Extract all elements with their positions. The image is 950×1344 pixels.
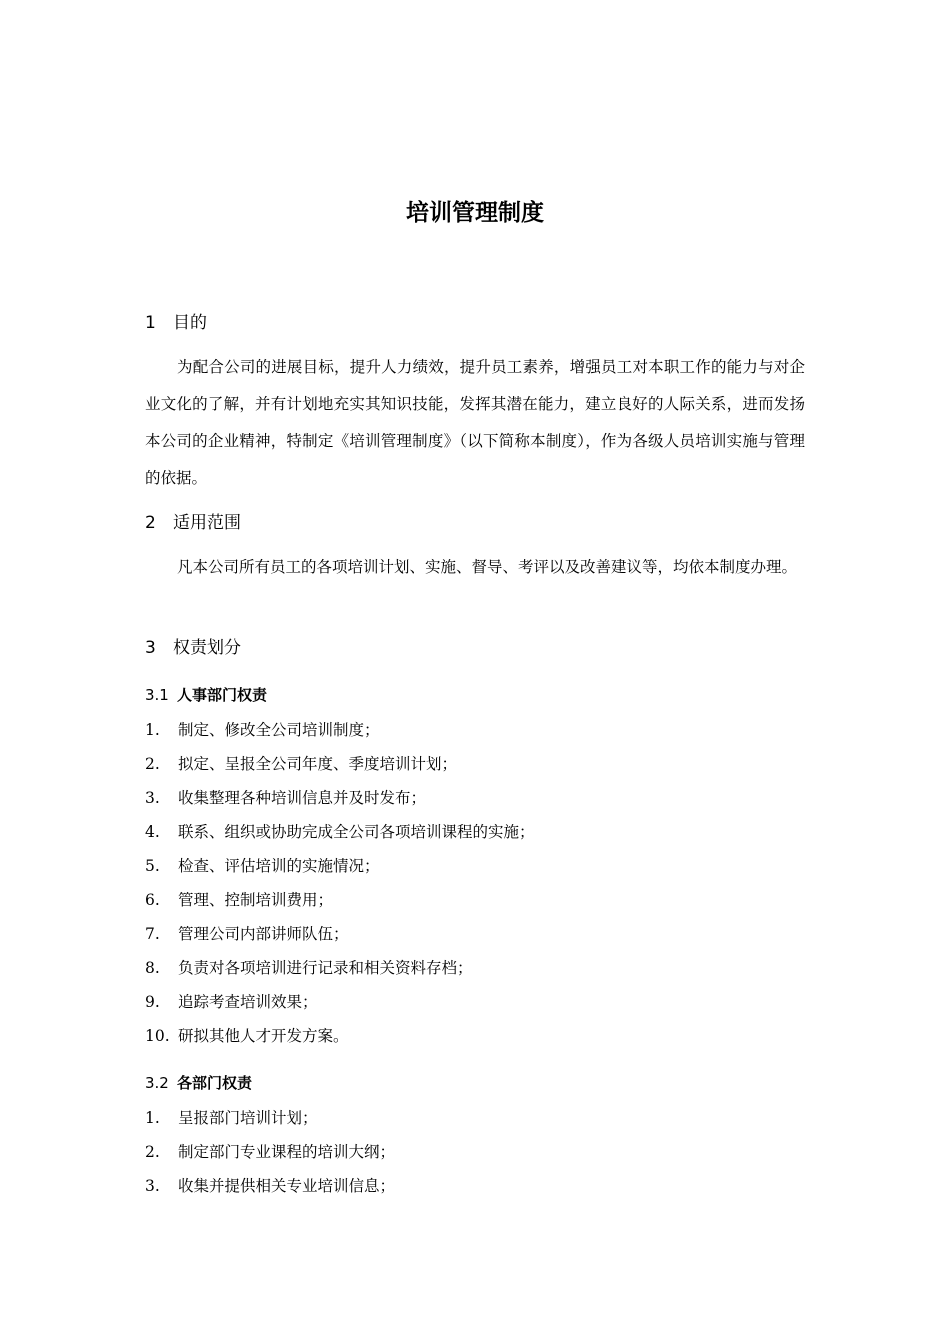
list-item-text: 联系、组织或协助完成全公司各项培训课程的实施； [178, 823, 535, 841]
list-item [145, 991, 535, 1025]
section-number: 3 [145, 638, 156, 658]
subsection-number: 3.2 [145, 1074, 169, 1092]
list-item-number: 5. [145, 857, 160, 875]
list-item-number: 9. [145, 993, 160, 1011]
list-item [145, 1175, 395, 1209]
list-item-text: 负责对各项培训进行记录和相关资料存档； [178, 959, 473, 977]
subsection-3-2-heading [145, 1072, 252, 1094]
subsection-title: 各部门权责 [177, 1074, 253, 1092]
subsection-number: 3.1 [145, 686, 169, 704]
list-item [145, 1141, 395, 1175]
section-title: 权责划分 [173, 638, 241, 658]
hr-responsibilities-list [145, 719, 535, 1059]
list-item-number: 1. [145, 721, 160, 739]
list-item [145, 719, 535, 753]
section-title: 目的 [173, 313, 207, 333]
list-item-text: 呈报部门培训计划； [178, 1109, 318, 1127]
list-item-text: 研拟其他人才开发方案。 [178, 1027, 349, 1045]
list-item-text: 制定部门专业课程的培训大纲； [178, 1143, 396, 1161]
section-1-heading [145, 311, 207, 335]
section-title: 适用范围 [173, 513, 241, 533]
list-item-number: 4. [145, 823, 160, 841]
list-item [145, 855, 535, 889]
list-item-number: 1. [145, 1109, 160, 1127]
list-item-number: 8. [145, 959, 160, 977]
list-item-text: 检查、评估培训的实施情况； [178, 857, 380, 875]
list-item-text: 追踪考查培训效果； [178, 993, 318, 1011]
list-item-number: 6. [145, 891, 160, 909]
list-item-number: 3. [145, 1177, 160, 1195]
list-item [145, 957, 535, 991]
list-item-number: 10. [145, 1027, 170, 1045]
section-2-paragraph: 凡本公司所有员工的各项培训计划、实施、督导、考评以及改善建议等，均依本制度办理。 [177, 558, 798, 576]
list-item-number: 3. [145, 789, 160, 807]
list-item [145, 889, 535, 923]
list-item-text: 制定、修改全公司培训制度； [178, 721, 380, 739]
subsection-3-1-heading [145, 684, 267, 706]
list-item [145, 1107, 395, 1141]
section-2-heading [145, 511, 241, 535]
list-item [145, 821, 535, 855]
list-item-text: 管理公司内部讲师队伍； [178, 925, 349, 943]
list-item-number: 2. [145, 1143, 160, 1161]
list-item-text: 收集并提供相关专业培训信息； [178, 1177, 396, 1195]
section-1-paragraph: 为配合公司的进展目标，提升人力绩效，提升员工素养，增强员工对本职工作的能力与对企业文化的了解，并有计划地充实其知识技能，发挥其潜在能力，建立良好的人际关系，进而发扬本公司的企业精神，特制定《培训管理制度》（以下简称本制度），作为各级人员培训实施与管理的依据。 [145, 358, 805, 487]
subsection-title: 人事部门权责 [177, 686, 268, 704]
list-item-number: 7. [145, 925, 160, 943]
department-responsibilities-list [145, 1107, 395, 1209]
section-number: 2 [145, 513, 156, 533]
list-item [145, 753, 535, 787]
list-item-text: 收集整理各种培训信息并及时发布； [178, 789, 427, 807]
list-item [145, 923, 535, 957]
list-item [145, 1025, 535, 1059]
section-number: 1 [145, 313, 156, 333]
list-item [145, 787, 535, 821]
document-title: 培训管理制度 [406, 200, 544, 226]
list-item-text: 管理、控制培训费用； [178, 891, 334, 909]
section-3-heading [145, 636, 241, 660]
list-item-text: 拟定、呈报全公司年度、季度培训计划； [178, 755, 458, 773]
list-item-number: 2. [145, 755, 160, 773]
